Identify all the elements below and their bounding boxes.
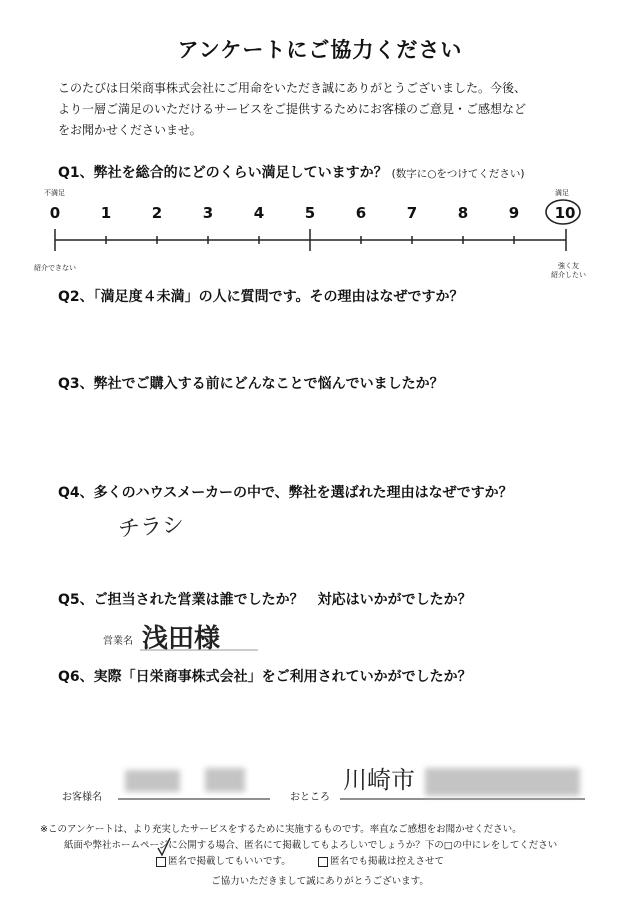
- sales-name-label: 営業名: [103, 636, 133, 647]
- scale-left-bottom-label: 紹介できない: [34, 264, 76, 272]
- page-title: アンケートにご協力ください: [177, 38, 463, 62]
- question-3: Q3、弊社でご購入する前にどんなことで悩んでいましたか？: [58, 376, 444, 392]
- redacted-name-part: [205, 768, 245, 792]
- redacted-name-part: [125, 770, 180, 792]
- address-city[interactable]: 川崎市: [343, 766, 415, 794]
- scale-option-9[interactable]: 9: [508, 204, 520, 222]
- scale-option-4[interactable]: 4: [253, 204, 265, 222]
- scale-left-top-label: 不満足: [44, 189, 65, 197]
- scale-option-10[interactable]: 10: [554, 204, 576, 222]
- scale-option-2[interactable]: 2: [151, 204, 163, 222]
- question-6: Q6、実際「日栄商事株式会社」をご利用されていかがでしたか？: [58, 669, 472, 685]
- consent-option-1[interactable]: 匿名で掲載してもいいです。: [156, 854, 291, 870]
- question-1-note: (数字に○をつけてください): [391, 168, 525, 180]
- question-1-text: Q1、弊社を総合的にどのくらい満足していますか？: [58, 165, 388, 181]
- scale-right-bottom-label: 強く友 紹介したい: [551, 262, 586, 279]
- scale-option-5[interactable]: 5: [304, 204, 316, 222]
- checkbox-1[interactable]: [156, 857, 166, 867]
- thanks-text: ご協力いただきまして誠にありがとうございます。: [211, 876, 429, 887]
- footer-note-1: ※このアンケートは、より充実したサービスをするために実施するものです。率直なご感想をお聞かせください。: [40, 824, 522, 835]
- selected-rating-circle: [546, 200, 580, 224]
- checkbox-2[interactable]: [318, 857, 328, 867]
- scale-option-7[interactable]: 7: [406, 204, 418, 222]
- scale-option-1[interactable]: 1: [100, 204, 112, 222]
- question-2: Q2、「満足度４未満」の人に質問です。その理由はなぜですか？: [58, 289, 464, 305]
- question-4-answer[interactable]: チラシ: [117, 512, 185, 543]
- redacted-address: [425, 768, 580, 796]
- scale-option-3[interactable]: 3: [202, 204, 214, 222]
- address-label: おところ: [290, 792, 330, 803]
- intro-line: このたびは日栄商事株式会社にご用命をいただき誠にありがとうございました。今後、: [58, 81, 527, 95]
- intro-line: をお聞かせくださいませ。: [58, 123, 202, 137]
- scale-right-top-label: 満足: [555, 189, 569, 197]
- question-5: Q5、ご担当された営業は誰でしたか？ 対応はいかがでしたか？: [58, 592, 472, 608]
- intro-line: より一層ご満足のいただけるサービスをご提供するためにお客様のご意見・ご感想など: [58, 102, 527, 116]
- scale-option-6[interactable]: 6: [355, 204, 367, 222]
- question-4: Q4、多くのハウスメーカーの中で、弊社を選ばれた理由はなぜですか？: [58, 485, 513, 501]
- customer-name-label: お客様名: [62, 792, 102, 803]
- scale-option-0[interactable]: 0: [49, 204, 61, 222]
- footer-note-2: 紙面や弊社ホームページに公開する場合、匿名にて掲載してもよろしいでしょうか？下の□の中にレをしてください: [64, 840, 558, 851]
- sales-name-answer[interactable]: 浅田様: [142, 624, 221, 654]
- scale-option-8[interactable]: 8: [457, 204, 469, 222]
- consent-option-2[interactable]: 匿名でも掲載は控えさせて: [318, 854, 444, 870]
